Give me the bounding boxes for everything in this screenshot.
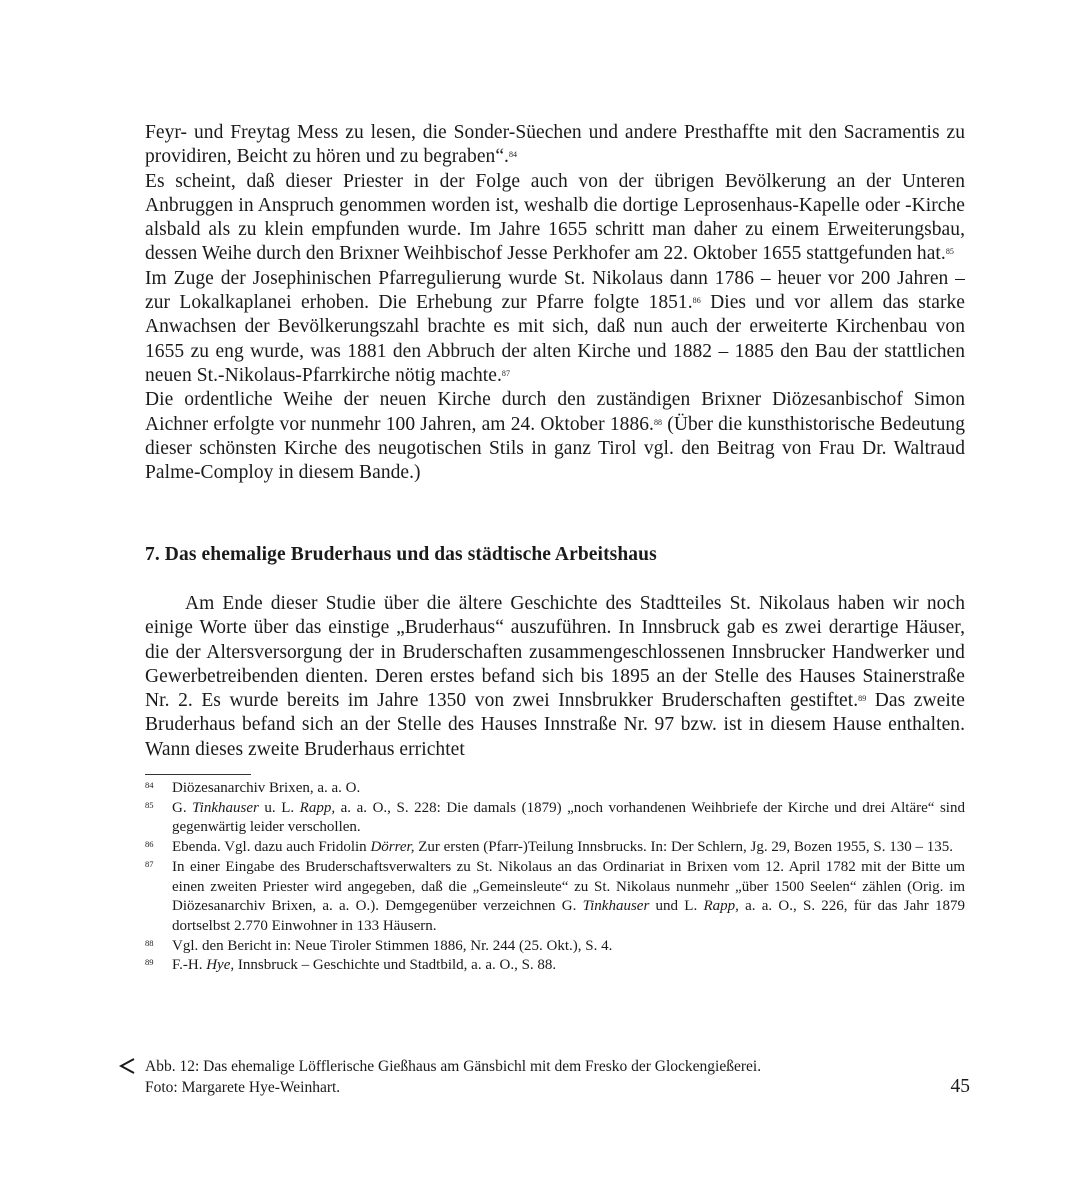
- author-name: Tinkhauser: [582, 898, 650, 915]
- footnote-ref: 88: [653, 417, 663, 427]
- section-heading: 7. Das ehemalige Bruderhaus und das städtische Arbeitshaus: [145, 544, 657, 565]
- paragraph-text: Am Ende dieser Studie über die ältere Geschichte des Stadtteiles St. Nikolaus haben wir noch einige Worte über das einstige „Bruderhaus“ auszuführen. In Innsbruck gab es zwei derartige Häuser, die der Altersversorgung der in Bruderschaften zusammengeschlossenen Innsbrucker Handwerker und Gewerbetreibenden dienten. Deren erstes befand sich bis 1895 an der Stelle des Hauses Stainerstraße Nr. 2. Es wurde bereits im Jahre 1350 von zwei Innsbrukker Bruderschaften gestiftet.: [145, 593, 965, 712]
- footnote-text: Innsbruck – Geschichte und Stadtbild, a. a. O., S. 88.: [234, 957, 557, 974]
- footnote-number: 89: [145, 957, 154, 968]
- paragraph-text: Die ordentliche Weihe der neuen Kirche durch den zuständigen Brixner Diözesanbischof Simon Aichner erfolgte vor nunmehr 100 Jahren, am 24. Oktober 1886.: [145, 389, 965, 435]
- footnote-number: 85: [145, 799, 154, 810]
- footnote-87: [145, 858, 965, 937]
- paragraph-text: Es scheint, daß dieser Priester in der Folge auch von der übrigen Bevölkerung an der Unteren Anbruggen in Anspruch genommen worden ist, weshalb die dortige Leprosenhaus-Kapelle oder -Kirche alsbald als zu klein empfunden wurde. Im Jahre 1655 schritt man daher zu einem Erweiterungsbau, dessen Weihe durch den Brixner Weihbischof Jesse Perkhofer am 22. Oktober 1655 stattgefunden hat.: [145, 170, 965, 265]
- paragraph-text-continued: Das zweite Bruderhaus befand sich an der Stelle des Hauses Innstraße Nr. 97 bzw. ist in diesem Hause enthalten. Wann dieses zweite Bruderhaus errichtet: [145, 690, 965, 760]
- footnote-text: Diözesanarchiv Brixen, a. a. O.: [172, 780, 361, 796]
- footnote-86: [145, 838, 965, 858]
- footnote-ref: 86: [692, 296, 701, 306]
- paragraph-88: [145, 388, 965, 485]
- footnote-number: 86: [145, 839, 154, 850]
- paragraph-85: [145, 170, 965, 267]
- author-name: Hye,: [206, 957, 235, 974]
- section-paragraph: [145, 592, 965, 762]
- footnote-number: 87: [145, 858, 154, 869]
- footnote-divider: [145, 774, 251, 775]
- paragraph-text-continued: Dies und vor allem das starke Anwachsen der Bevölkerungszahl brachte es mit sich, daß nun auch der erweiterte Kirchenbau von 1655 zu eng wurde, was 1881 den Abbruch der alten Kirche und 1882 – 1885 den Bau der stattlichen neuen St.-Nikolaus-Pfarrkirche nötig machte.: [145, 292, 965, 386]
- footnote-text: Vgl. den Bericht in: Neue Tiroler Stimmen 1886, Nr. 244 (25. Okt.), S. 4.: [172, 937, 613, 954]
- author-name: Rapp,: [703, 898, 739, 915]
- paragraph-86-87: [145, 267, 965, 388]
- footnotes: [145, 779, 965, 976]
- paragraph-84: [145, 121, 965, 170]
- footnote-text: u. L.: [258, 799, 300, 816]
- footnote-88: [145, 937, 965, 957]
- footnote-84: [145, 779, 965, 799]
- left-triangle-icon: [119, 1057, 137, 1075]
- footnote-ref: 85: [945, 247, 954, 257]
- footnote-text: Zur ersten (Pfarr-)Teilung Innsbrucks. In: Der Schlern, Jg. 29, Bozen 1955, S. 130 – 135.: [414, 839, 954, 856]
- caption-line-1: Abb. 12: Das ehemalige Löfflerische Gießhaus am Gänsbichl mit dem Fresko der Glockengießerei.: [145, 1058, 762, 1075]
- footnote-text: G.: [172, 799, 193, 816]
- footnote-85: [145, 799, 965, 838]
- footnote-text: a. a. O., S. 228: Die damals (1879) „noch vorhandenen Weihbriefe der Kirche und drei Altäre“ sind gegenwärtig leider verschollen.: [172, 799, 965, 836]
- footnote-number: 88: [145, 937, 154, 948]
- caption-line-2: Foto: Margarete Hye-Weinhart.: [145, 1079, 341, 1096]
- footnote-89: [145, 956, 965, 976]
- paragraph-text: Im Zuge der Josephinischen Pfarregulierung wurde St. Nikolaus dann 1786 – heuer vor 200 Jahren – zur Lokalkaplanei erhoben. Die Erhebung zur Pfarre folgte 1851.: [145, 267, 965, 314]
- text-block-section: [145, 592, 965, 762]
- footnote-text: Ebenda. Vgl. dazu auch Fridolin: [172, 839, 371, 856]
- footnote-text: F.-H.: [172, 957, 207, 974]
- page-number: 45: [950, 1076, 970, 1097]
- figure-caption: [145, 1056, 905, 1098]
- paragraph-text: Feyr- und Freytag Mess zu lesen, die Sonder-Süechen und andere Presthaffte mit den Sacramentis zu providiren, Beicht zu hören und zu begraben“.: [145, 122, 965, 168]
- author-name: Dörrer,: [370, 839, 415, 856]
- author-name: Tinkhauser: [192, 799, 259, 816]
- footnote-ref: 84: [508, 150, 518, 160]
- paragraph-text-continued: (Über die kunsthistorische Bedeutung dieser schönsten Kirche des neugotischen Stils in ganz Tirol vgl. den Beitrag von Frau Dr. Waltraud Palme-Comploy in diesem Bande.): [145, 413, 965, 484]
- footnote-ref: 87: [501, 368, 510, 378]
- footnote-text: und L.: [649, 898, 704, 915]
- footnote-number: 84: [145, 780, 154, 790]
- text-block-upper: [145, 121, 965, 485]
- footnote-text: a. a. O., S. 226, für das Jahr 1879 dortselbst 2.770 Einwohner in 133 Häusern.: [172, 898, 965, 934]
- footnote-ref: 89: [858, 694, 867, 704]
- footnote-text: In einer Eingabe des Bruderschaftsverwalters zu St. Nikolaus an das Ordinariat in Brixen vom 12. April 1782 mit der Bitte um einen zweiten Priester wird angegeben, daß die „Gemeinsleute“ zu St. Nikolaus nunmehr „über 1500 Seelen“ zählen (Orig. im Diözesanarchiv Brixen, a. a. O.). Demgegenüber verzeichnen G.: [172, 858, 965, 915]
- author-name: Rapp,: [299, 799, 336, 816]
